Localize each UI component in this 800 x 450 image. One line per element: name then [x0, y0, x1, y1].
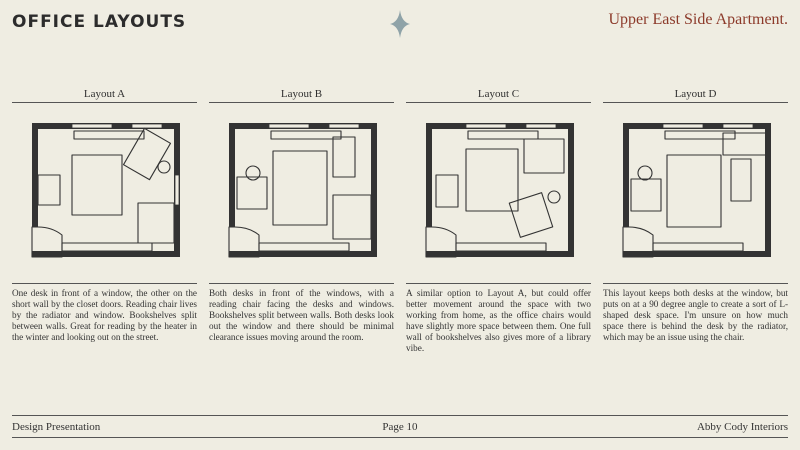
- layout-d-floor-plan: [603, 115, 788, 275]
- layout-a-column: [12, 86, 197, 343]
- side-table: [548, 191, 560, 203]
- layout-b-description: Both desks in front of the windows, with a reading chair facing the desks and windows. Bookshelves split between walls. Both desks look out the window and there should be minimal clearance issues moving around the room.: [209, 288, 394, 342]
- layout-a-description: One desk in front of a window, the other on the short wall by the closet doors. Reading chair lives by the radiator and window. Bookshelves split between walls. Great for reading by the heater in the winter and looking out on the street.: [12, 288, 197, 342]
- desk: [731, 159, 751, 201]
- side-table: [158, 161, 170, 173]
- layout-b-floor-plan: [209, 115, 394, 275]
- footer-left: Design Presentation: [12, 421, 101, 433]
- reading-chair: [237, 177, 267, 209]
- rug: [72, 155, 122, 215]
- bookshelf: [271, 131, 341, 139]
- reading-chair: [509, 193, 552, 238]
- layout-a-label: Layout A: [12, 86, 197, 103]
- rug: [466, 149, 518, 211]
- bookshelf: [653, 243, 743, 251]
- reading-chair: [631, 179, 661, 211]
- desk: [333, 195, 371, 239]
- desk: [38, 175, 60, 205]
- side-table: [246, 166, 260, 180]
- room-walls: [426, 123, 574, 257]
- bookshelf: [665, 131, 735, 139]
- desk: [723, 133, 767, 155]
- project-name: Upper East Side Apartment.: [608, 11, 788, 28]
- layout-c-label: Layout C: [406, 86, 591, 103]
- layout-b-column: [209, 86, 394, 343]
- bookshelf: [62, 243, 152, 251]
- layout-c-column: [406, 86, 591, 354]
- layout-d-description: This layout keeps both desks at the window, but puts on at a 90 degree angle to create a sort of L-shaped desk space. I'm unsure on how much space there is behind the desk by the radiator, which may be an issue using the chair.: [603, 288, 788, 342]
- footer-bottom-divider: [12, 437, 788, 438]
- layout-b-label: Layout B: [209, 86, 394, 103]
- desk: [124, 128, 171, 179]
- layout-c-description: A similar option to Layout A, but could offer better movement around the space with two working from home, as the office chairs would have slightly more space between them. One full wall of bookshelves also gives more of a library vibe.: [406, 288, 591, 353]
- bookshelf: [74, 131, 144, 139]
- layout-d-label: Layout D: [603, 86, 788, 103]
- bookshelf: [259, 243, 349, 251]
- rug: [667, 155, 721, 227]
- reading-chair: [138, 203, 174, 243]
- room-walls: [32, 123, 180, 257]
- footer-right: Abby Cody Interiors: [696, 421, 788, 433]
- desk: [524, 139, 564, 173]
- layout-d-column: [603, 86, 788, 343]
- bookshelf: [468, 131, 538, 139]
- room-walls: [623, 123, 771, 257]
- bookshelf: [456, 243, 546, 251]
- page-title: OFFICE LAYOUTS: [12, 12, 187, 32]
- desk: [333, 137, 355, 177]
- rug: [273, 151, 327, 225]
- sparkle-icon: [390, 10, 410, 38]
- layout-c-floor-plan: [406, 115, 591, 275]
- layout-a-floor-plan: [12, 115, 197, 275]
- side-table: [638, 166, 652, 180]
- footer-divider: [12, 415, 788, 416]
- desk: [436, 175, 458, 207]
- page-number: Page 10: [382, 421, 418, 433]
